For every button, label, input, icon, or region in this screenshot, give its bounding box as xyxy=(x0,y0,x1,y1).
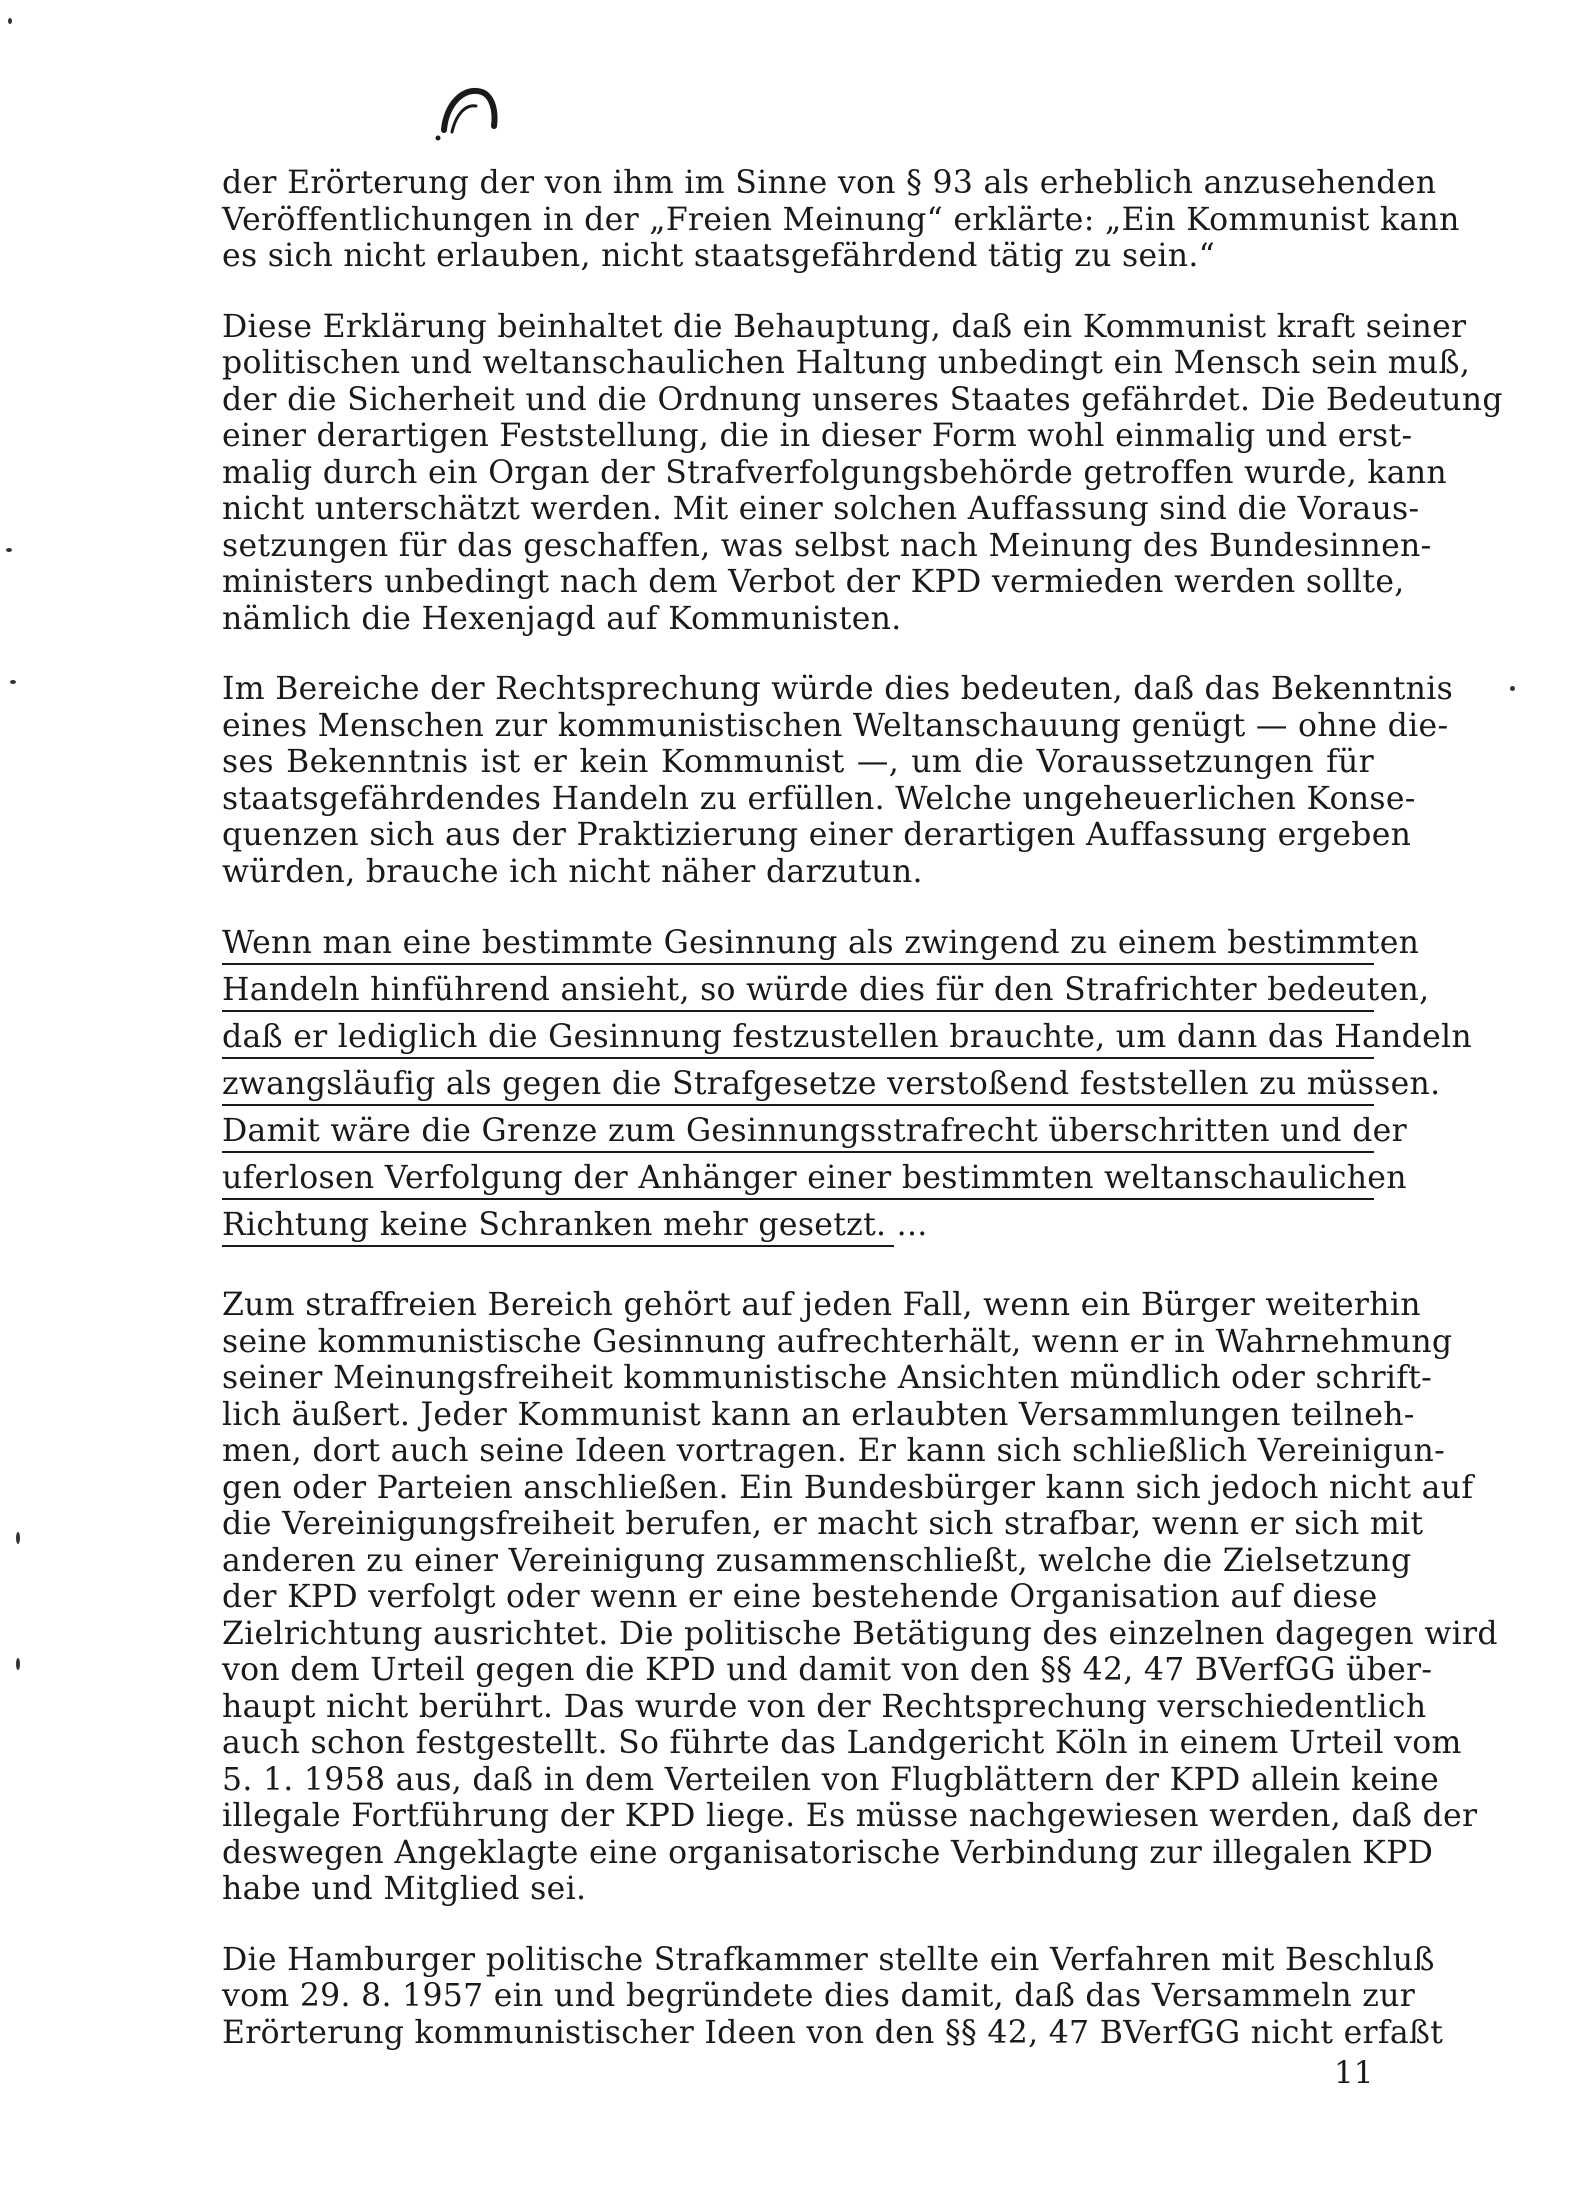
text-line: quenzen sich aus der Praktizierung einer derartigen Auffassung ergeben xyxy=(222,817,1412,853)
scan-speck xyxy=(16,1658,20,1670)
text-line: lich äußert. Jeder Kommunist kann an erlaubten Versammlungen teilneh- xyxy=(222,1396,1415,1433)
text-line: ses Bekenntnis ist er kein Kommunist —, um die Voraussetzungen für xyxy=(222,744,1374,780)
text-line: einer derartigen Feststellung, die in dieser Form wohl einmalig und erst- xyxy=(222,418,1413,454)
text-line: politischen und weltanschaulichen Haltung unbedingt ein Mensch sein muß, xyxy=(222,345,1471,381)
paragraph xyxy=(222,671,1454,890)
text-line: Diese Erklärung beinhaltet die Behauptung, daß ein Kommunist kraft seiner xyxy=(222,308,1467,345)
text-line: seine kommunistische Gesinnung aufrechterhält, wenn er in Wahrnehmung xyxy=(222,1323,1453,1360)
document-body xyxy=(222,165,1503,2085)
text-line: staatsgefährdendes Handeln zu erfüllen. Welche ungeheuerlichen Konse- xyxy=(222,780,1416,817)
scan-speck xyxy=(6,548,12,552)
text-line: nämlich die Hexenjagd auf Kommunisten. xyxy=(222,600,902,637)
underlined-paragraph xyxy=(222,924,1473,1253)
text-line: Damit wäre die Grenze zum Gesinnungsstrafrecht überschritten und der xyxy=(222,1112,1374,1153)
text-line: Zielrichtung ausrichtet. Die politische Betätigung des einzelnen dagegen wird xyxy=(222,1615,1498,1652)
text-line: 5. 1. 1958 aus, daß in dem Verteilen von Flugblättern der KPD allein keine xyxy=(222,1761,1440,1798)
text-line: anderen zu einer Vereinigung zusammenschließt, welche die Zielsetzung xyxy=(222,1542,1412,1579)
text-line: seiner Meinungsfreiheit kommunistische Ansichten mündlich oder schrift- xyxy=(222,1360,1433,1396)
text-line: eines Menschen zur kommunistischen Weltanschauung genügt — ohne die- xyxy=(222,707,1449,744)
text-line: der die Sicherheit und die Ordnung unseres Staates gefährdet. Die Bedeutung xyxy=(222,381,1503,418)
text-line: malig durch ein Organ der Strafverfolgungsbehörde getroffen wurde, kann xyxy=(222,454,1448,491)
text-line: gen oder Parteien anschließen. Ein Bundesbürger kann sich jedoch nicht auf xyxy=(222,1469,1474,1506)
text-line: würden, brauche ich nicht näher darzutun. xyxy=(222,853,923,890)
paragraph xyxy=(222,1287,1498,1908)
paragraph xyxy=(222,308,1503,638)
text-line: von dem Urteil gegen die KPD und damit von den §§ 42, 47 BVerfGG über- xyxy=(222,1652,1433,1688)
scan-speck xyxy=(16,1532,20,1544)
scan-speck xyxy=(8,18,12,24)
paragraph xyxy=(222,165,1460,275)
text-line: es sich nicht erlauben, nicht staatsgefährdend tätig zu sein.“ xyxy=(222,238,1216,274)
text-line: illegale Fortführung der KPD liege. Es müsse nachgewiesen werden, daß der xyxy=(222,1798,1478,1834)
text-line: daß er lediglich die Gesinnung festzustellen brauchte, um dann das Handeln xyxy=(222,1018,1374,1059)
text-line: Veröffentlichungen in der „Freien Meinung“ erklärte: „Ein Kommunist kann xyxy=(222,201,1460,238)
text-line: Erörterung kommunistischer Ideen von den §§ 42, 47 BVerfGG nicht erfaßt xyxy=(222,2014,1444,2051)
handwritten-mark-icon xyxy=(430,78,510,148)
text-line: ministers unbedingt nach dem Verbot der KPD vermieden werden sollte, xyxy=(222,564,1405,600)
text-line: der Erörterung der von ihm im Sinne von § 93 als erheblich anzusehenden xyxy=(222,165,1437,201)
text-line: Richtung keine Schranken mehr gesetzt. ... xyxy=(222,1206,894,1247)
text-line: men, dort auch seine Ideen vortragen. Er kann sich schließlich Vereinigun- xyxy=(222,1433,1446,1469)
text-line: deswegen Angeklagte eine organisatorische Verbindung zur illegalen KPD xyxy=(222,1834,1434,1871)
scan-speck xyxy=(1510,686,1515,691)
text-line: haupt nicht berührt. Das wurde von der Rechtsprechung verschiedentlich xyxy=(222,1688,1427,1725)
text-line: Zum straffreien Bereich gehört auf jeden Fall, wenn ein Bürger weiterhin xyxy=(222,1287,1421,1323)
paragraph xyxy=(222,1941,1444,2052)
text-line: auch schon festgestellt. So führte das Landgericht Köln in einem Urteil vom xyxy=(222,1725,1462,1761)
text-line: habe und Mitglied sei. xyxy=(222,1871,587,1907)
text-line: zwangsläufig als gegen die Strafgesetze verstoßend feststellen zu müssen. xyxy=(222,1065,1374,1106)
scan-speck xyxy=(10,680,16,684)
text-line: nicht unterschätzt werden. Mit einer solchen Auffassung sind die Voraus- xyxy=(222,491,1420,527)
text-line: Im Bereiche der Rechtsprechung würde dies bedeuten, daß das Bekenntnis xyxy=(222,671,1454,707)
text-line: der KPD verfolgt oder wenn er eine bestehende Organisation auf diese xyxy=(222,1579,1378,1615)
text-line: setzungen für das geschaffen, was selbst nach Meinung des Bundesinnen- xyxy=(222,527,1432,564)
page-number: 11 xyxy=(1334,2055,1374,2091)
text-line: Wenn man eine bestimmte Gesinnung als zwingend zu einem bestimmten xyxy=(222,924,1374,965)
text-line: die Vereinigungsfreiheit berufen, er macht sich strafbar, wenn er sich mit xyxy=(222,1506,1424,1542)
text-line: Die Hamburger politische Strafkammer stellte ein Verfahren mit Beschluß xyxy=(222,1941,1435,1978)
text-line: Handeln hinführend ansieht, so würde dies für den Strafrichter bedeuten, xyxy=(222,971,1374,1012)
text-line: vom 29. 8. 1957 ein und begründete dies damit, daß das Versammeln zur xyxy=(222,1978,1416,2014)
text-line: uferlosen Verfolgung der Anhänger einer bestimmten weltanschaulichen xyxy=(222,1159,1374,1200)
